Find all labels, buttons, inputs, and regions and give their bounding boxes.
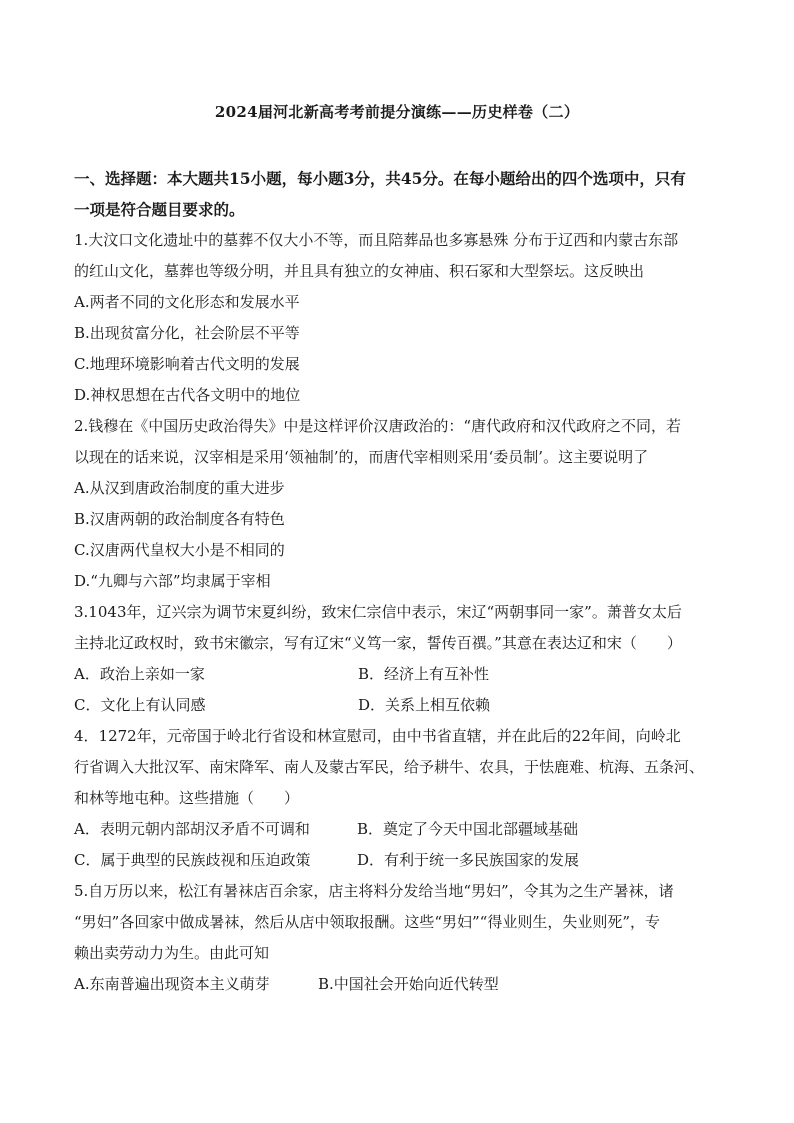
- options-row: [74, 814, 724, 845]
- question-stem-line: 和林等地屯种。这些措施（ ）: [74, 789, 300, 807]
- options-row: [74, 690, 724, 721]
- option-b: B.出现贫富分化，社会阶层不平等: [74, 324, 300, 342]
- option-b: B.中国社会开始向近代转型: [318, 975, 499, 993]
- question-stem-line: 3.1043年，辽兴宗为调节宋夏纠纷，致宋仁宗信中表示，宋辽“两朝事同一家”。萧普女太后: [74, 603, 682, 621]
- option-d: D．关系上相互依赖: [358, 696, 491, 714]
- option-a: A.两者不同的文化形态和发展水平: [74, 293, 300, 311]
- page-title: 2024届河北新高考考前提分演练——历史样卷（二）: [214, 103, 580, 121]
- option-c: C．文化上有认同感: [74, 696, 206, 714]
- option-b: B．经济上有互补性: [358, 665, 490, 683]
- section-heading-line: 一、选择题：本大题共15小题，每小题3分，共45分。在每小题给出的四个选项中，只有: [74, 169, 686, 188]
- question-stem-line: “男妇”各回家中做成暑袜，然后从店中领取报酬。这些“男妇”“得业则生，失业则死”，专: [74, 913, 661, 931]
- option-a: A．政治上亲如一家: [74, 665, 205, 683]
- question-3: [74, 597, 724, 659]
- options-row: [74, 969, 724, 1000]
- question-stem-line: 的红山文化，墓葬也等级分明，并且具有独立的女神庙、积石冢和大型祭坛。这反映出: [74, 262, 645, 280]
- question-stem-line: 1.大汶口文化遗址中的墓葬不仅大小不等，而且陪葬品也多寡悬殊 分布于辽西和内蒙古东部: [74, 231, 679, 249]
- question-stem-line: 行省调入大批汉军、南宋降军、南人及蒙古军民，给予耕牛、农具，于怯鹿难、杭海、五条河、: [74, 758, 705, 776]
- question-4: [74, 721, 724, 814]
- option-c: C.汉唐两代皇权大小是不相同的: [74, 541, 285, 559]
- option-a: A.从汉到唐政治制度的重大进步: [74, 479, 285, 497]
- options-row: [74, 845, 724, 876]
- question-stem-line: 以现在的话来说，汉宰相是采用‘领袖制’的，而唐代宰相则采用‘委员制’。这主要说明了: [74, 448, 649, 466]
- options-row: [74, 659, 724, 690]
- option-b: B.汉唐两朝的政治制度各有特色: [74, 510, 285, 528]
- question-stem-line: 5.自万历以来，松江有暑袜店百余家，店主将料分发给当地“男妇”，令其为之生产暑袜，诸: [74, 882, 674, 900]
- option-d: D．有利于统一多民族国家的发展: [357, 851, 580, 869]
- question-stem-line: 4．1272年，元帝国于岭北行省设和林宣慰司，由中书省直辖，并在此后的22年间，向岭北: [74, 727, 681, 745]
- option-d: D.“九卿与六部”均隶属于宰相: [74, 572, 271, 590]
- option-d: D.神权思想在古代各文明中的地位: [74, 386, 301, 404]
- question-stem-line: 主持北辽政权时，致书宋徽宗，写有辽宋“义笃一家，誓传百禩。”其意在表达辽和宋（ ）: [74, 634, 682, 652]
- option-a: A．表明元朝内部胡汉矛盾不可调和: [74, 820, 310, 838]
- section-heading-line: 一项是符合题目要求的。: [74, 200, 245, 219]
- section-heading: [74, 163, 724, 225]
- option-c: C．属于典型的民族歧视和压迫政策: [74, 851, 311, 869]
- question-2: [74, 411, 724, 597]
- question-1: [74, 225, 724, 411]
- option-b: B．奠定了今天中国北部疆域基础: [357, 820, 579, 838]
- option-a: A.东南普遍出现资本主义萌芽: [74, 975, 270, 993]
- question-stem-line: 2.钱穆在《中国历史政治得失》中是这样评价汉唐政治的：“唐代政府和汉代政府之不同，若: [74, 417, 681, 435]
- option-c: C.地理环境影响着古代文明的发展: [74, 355, 300, 373]
- question-5: [74, 876, 724, 969]
- question-stem-line: 赖出卖劳动力为生。由此可知: [74, 944, 270, 962]
